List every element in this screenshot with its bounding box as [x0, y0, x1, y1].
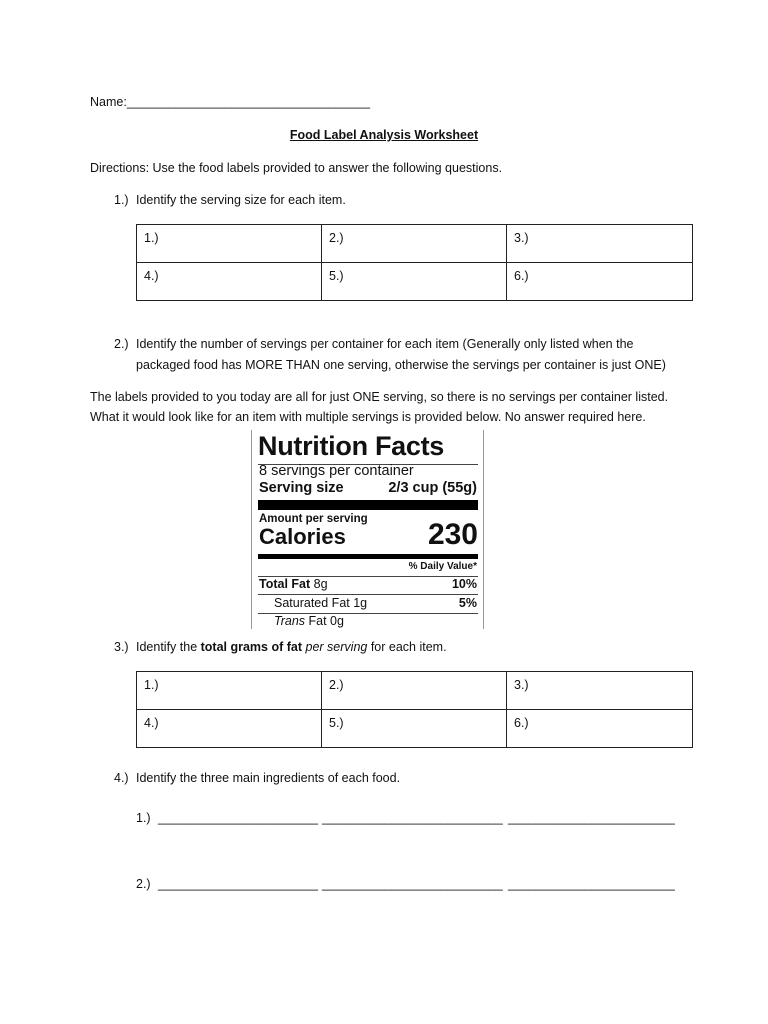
ingredient-blank[interactable]: ________________________	[508, 811, 675, 825]
question-2-number: 2.)	[114, 337, 129, 351]
answer-cell[interactable]: 2.)	[322, 672, 507, 710]
daily-value-header: % Daily Value*	[408, 561, 477, 572]
answer-cell[interactable]: 1.)	[137, 225, 322, 263]
total-fat-label: Total Fat	[259, 577, 311, 591]
saturated-fat-percent: 5%	[458, 596, 477, 610]
question-4-number: 4.)	[114, 771, 129, 785]
question-2-text-line1: Identify the number of servings per container for each item (Generally only listed when the	[136, 337, 634, 351]
total-fat-percent: 10%	[451, 577, 477, 591]
name-field[interactable]: Name:___________________________________	[90, 95, 371, 109]
q3-bold: total grams of fat	[200, 640, 303, 654]
page-title: Food Label Analysis Worksheet	[289, 128, 479, 142]
serving-size-table	[136, 224, 693, 301]
question-3-number: 3.)	[114, 640, 129, 654]
question-4-text: Identify the three main ingredients of each food.	[136, 771, 401, 785]
note-line2: What it would look like for an item with multiple servings is provided below. No answer required here.	[90, 410, 646, 424]
serving-size-value: 2/3 cup (55g)	[388, 480, 477, 496]
table-row	[137, 225, 693, 263]
trans-fat-rest: Fat 0g	[308, 614, 344, 628]
total-fat-table	[136, 671, 693, 748]
nutrition-facts-heading: Nutrition Facts	[258, 431, 445, 461]
ingredient-line-2	[136, 877, 675, 891]
answer-cell[interactable]: 1.)	[137, 672, 322, 710]
table-row	[137, 710, 693, 748]
q3-pre: Identify the	[136, 640, 201, 654]
answer-cell[interactable]: 4.)	[137, 263, 322, 301]
answer-cell[interactable]: 2.)	[322, 225, 507, 263]
question-1-text: Identify the serving size for each item.	[136, 193, 346, 207]
q3-post: for each item.	[367, 640, 447, 654]
calories-value: 230	[427, 518, 478, 551]
trans-fat	[274, 614, 344, 628]
serving-size-label: Serving size	[259, 480, 344, 496]
answer-cell[interactable]: 6.)	[507, 263, 693, 301]
total-fat-row	[259, 577, 328, 591]
ingredient-blank[interactable]: _______________________	[158, 811, 318, 825]
servings-per-container: 8 servings per container	[259, 463, 414, 479]
answer-cell[interactable]: 3.)	[507, 672, 693, 710]
ingredient-blank[interactable]: __________________________	[322, 877, 503, 891]
ingredient-blank[interactable]: __________________________	[322, 811, 503, 825]
answer-cell[interactable]: 5.)	[322, 710, 507, 748]
answer-cell[interactable]: 3.)	[507, 225, 693, 263]
table-row	[137, 672, 693, 710]
question-3-text	[136, 640, 447, 654]
calories-label: Calories	[259, 524, 346, 549]
saturated-fat: Saturated Fat 1g	[274, 596, 368, 610]
amount-per-serving: Amount per serving	[259, 513, 368, 525]
ingredient-line-1	[136, 811, 675, 825]
question-2-text-line2: packaged food has MORE THAN one serving, otherwise the servings per container is just ONE)	[136, 358, 666, 372]
ingredient-line-number: 1.)	[136, 811, 151, 825]
ingredient-blank[interactable]: ________________________	[508, 877, 675, 891]
total-fat-amount: 8g	[313, 577, 328, 591]
nutrition-facts-label	[251, 430, 484, 629]
ingredient-blank[interactable]: _______________________	[158, 877, 318, 891]
note-line1: The labels provided to you today are all for just ONE serving, so there is no servings per container listed.	[90, 390, 669, 404]
question-1-number: 1.)	[114, 193, 129, 207]
table-row	[137, 263, 693, 301]
answer-cell[interactable]: 6.)	[507, 710, 693, 748]
ingredient-line-number: 2.)	[136, 877, 151, 891]
answer-cell[interactable]: 5.)	[322, 263, 507, 301]
directions: Directions: Use the food labels provided to answer the following questions.	[90, 161, 503, 175]
trans-italic: Trans	[274, 614, 306, 628]
answer-cell[interactable]: 4.)	[137, 710, 322, 748]
q3-italic: per serving	[305, 640, 368, 654]
